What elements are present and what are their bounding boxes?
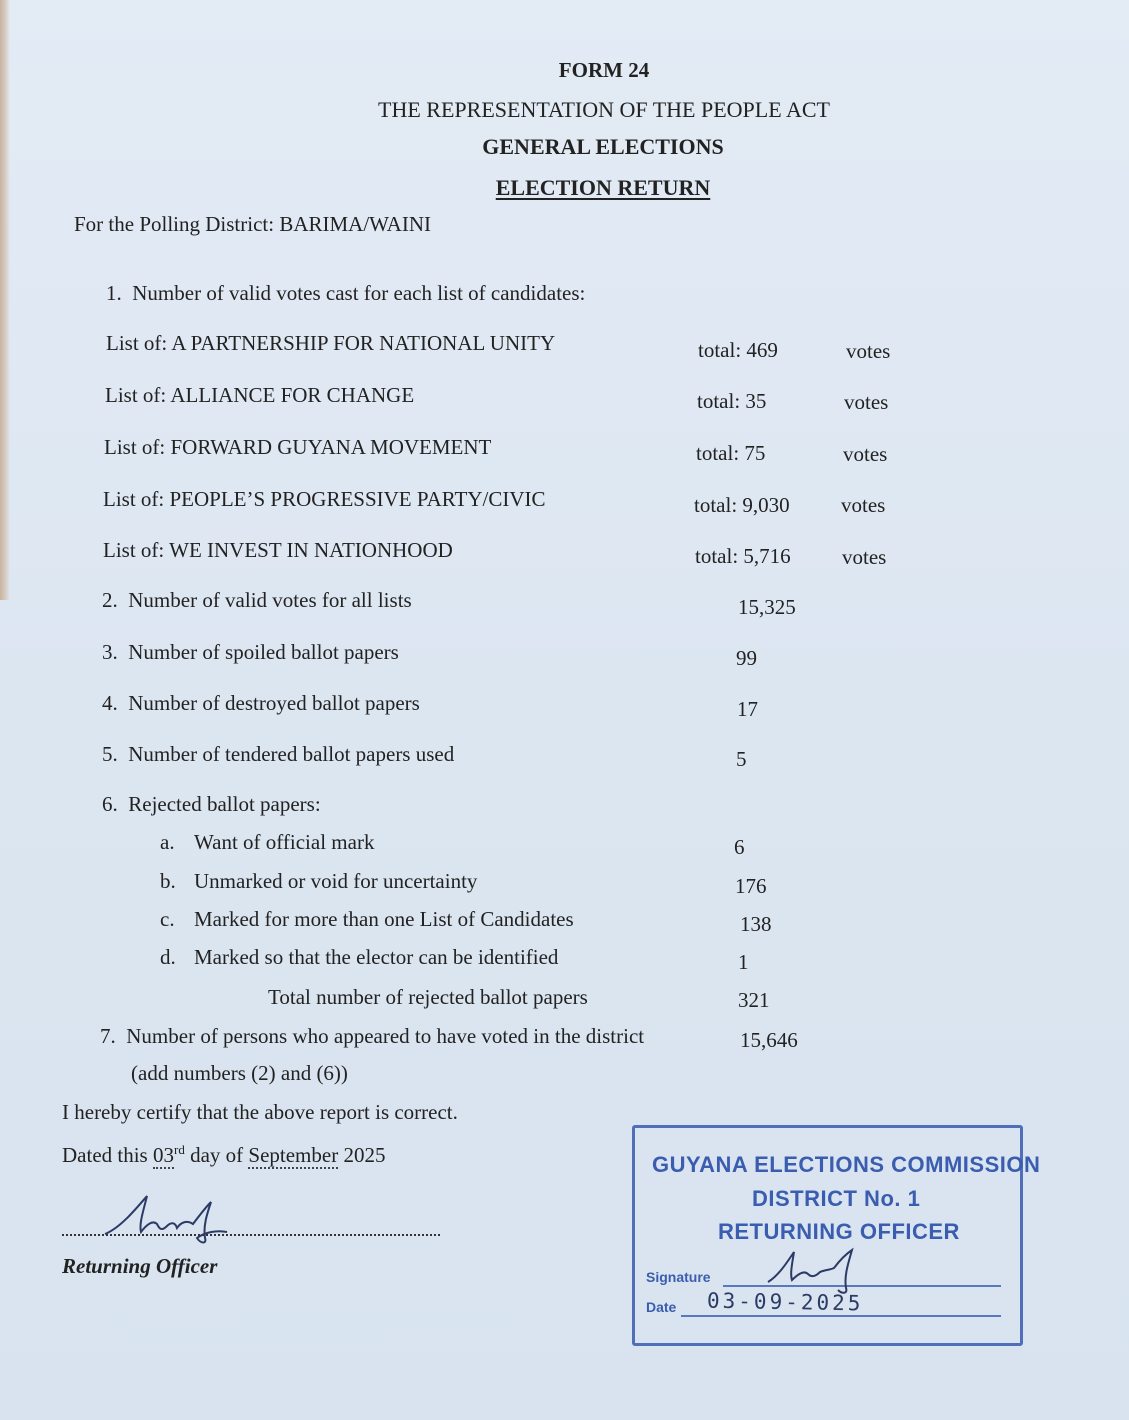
signature-role: Returning Officer — [62, 1254, 218, 1278]
votes-unit: votes — [843, 442, 888, 466]
dated-day: 03 — [152, 1143, 174, 1167]
list-name: List of: ALLIANCE FOR CHANGE — [105, 383, 415, 407]
dated-day-suffix: rd — [173, 1142, 185, 1157]
rejected-total-value: 321 — [738, 988, 770, 1012]
item-label: 4. Number of destroyed ballot papers — [102, 691, 420, 715]
subitem-label: Want of official mark — [194, 830, 375, 854]
list-total: total: 9,030 — [694, 493, 790, 517]
subitem-letter: c. — [160, 907, 175, 931]
document-title: ELECTION RETURN — [495, 175, 711, 200]
item-7-value: 15,646 — [740, 1028, 798, 1052]
votes-unit: votes — [846, 339, 891, 363]
subitem-letter: a. — [160, 830, 175, 854]
stamp-signature — [760, 1246, 870, 1296]
dated-month: September — [248, 1143, 339, 1167]
dated-mid: day of — [184, 1143, 249, 1167]
stamp-role: RETURNING OFFICER — [718, 1219, 960, 1244]
list-name: List of: WE INVEST IN NATIONHOOD — [103, 538, 453, 562]
votes-unit: votes — [841, 493, 886, 517]
rejected-total-label: Total number of rejected ballot papers — [268, 985, 588, 1009]
subitem-value: 176 — [735, 874, 767, 898]
list-total: total: 5,716 — [695, 544, 791, 568]
item-7-label: 7. Number of persons who appeared to have voted in the district — [100, 1024, 645, 1048]
subitem-letter: d. — [160, 945, 176, 969]
stamp-date-value: 03-09-2025 — [706, 1288, 864, 1316]
stamp-date-line — [681, 1315, 1001, 1317]
dated-year: 2025 — [338, 1143, 386, 1167]
dated-line — [62, 1138, 385, 1167]
stamp-signature-label: Signature — [646, 1269, 711, 1285]
item-value: 99 — [736, 646, 757, 670]
item-value: 5 — [736, 747, 747, 771]
form-number: FORM 24 — [558, 58, 650, 82]
list-total: total: 35 — [697, 389, 767, 413]
page-edge-shadow — [0, 0, 10, 600]
subitem-value: 138 — [740, 912, 772, 936]
list-name: List of: A PARTNERSHIP FOR NATIONAL UNITY — [106, 331, 556, 355]
votes-unit: votes — [842, 545, 887, 569]
returning-officer-signature — [95, 1190, 245, 1250]
stamp-date-label: Date — [646, 1299, 677, 1315]
act-title: THE REPRESENTATION OF THE PEOPLE ACT — [378, 97, 830, 122]
official-stamp — [632, 1125, 1041, 1346]
subitem-value: 1 — [738, 950, 749, 974]
list-total: total: 75 — [696, 441, 766, 465]
section-1-label: 1. Number of valid votes cast for each list of candidates: — [106, 281, 586, 305]
item-label: 3. Number of spoiled ballot papers — [102, 640, 399, 664]
votes-unit: votes — [844, 390, 889, 414]
item-value: 15,325 — [738, 595, 796, 619]
election-type: GENERAL ELECTIONS — [482, 134, 724, 159]
item-label: 5. Number of tendered ballot papers used — [102, 742, 455, 766]
item-label: 2. Number of valid votes for all lists — [102, 588, 412, 612]
dated-prefix: Dated this — [62, 1143, 153, 1167]
list-name: List of: PEOPLE’S PROGRESSIVE PARTY/CIVIC — [103, 487, 546, 511]
certification-statement: I hereby certify that the above report is correct. — [62, 1100, 458, 1124]
subitem-value: 6 — [734, 835, 745, 859]
subitem-letter: b. — [160, 869, 176, 893]
subitem-label: Marked for more than one List of Candidates — [194, 907, 574, 931]
subitem-label: Unmarked or void for uncertainty — [194, 869, 478, 893]
stamp-district: DISTRICT No. 1 — [752, 1186, 921, 1211]
stamp-commission: GUYANA ELECTIONS COMMISSION — [652, 1152, 1041, 1177]
subitem-label: Marked so that the elector can be identified — [194, 945, 559, 969]
rejected-label: 6. Rejected ballot papers: — [102, 792, 321, 816]
item-7-note: (add numbers (2) and (6)) — [131, 1061, 348, 1085]
list-total: total: 469 — [698, 338, 778, 362]
item-value: 17 — [737, 697, 758, 721]
list-name: List of: FORWARD GUYANA MOVEMENT — [104, 435, 492, 459]
polling-district: For the Polling District: BARIMA/WAINI — [74, 212, 431, 236]
